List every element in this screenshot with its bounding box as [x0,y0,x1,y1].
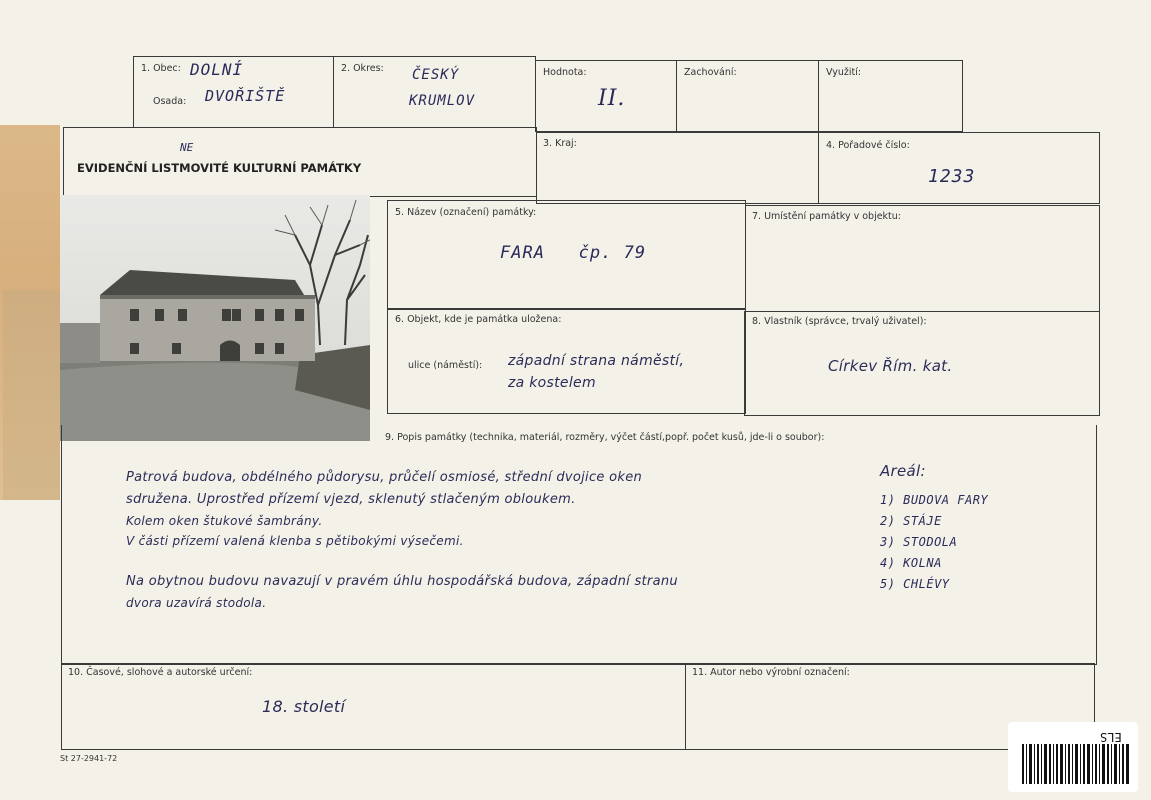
vlastnik-label: 8. Vlastník (správce, trvalý uživatel): [752,316,927,327]
nazev-label: 5. Název (označení) památky: [395,207,537,218]
vlastnik-value: Církev Řím. kat. [828,357,953,375]
areal-item-3: 3) STODOLA [880,535,958,549]
building-photo [60,195,370,441]
poradove-value: 1233 [928,166,976,187]
objekt-label: 6. Objekt, kde je památka uložena: [395,314,562,325]
popis-line-7: dvora uzavírá stodola. [126,596,267,610]
osada-value: DVOŘIŠTĚ [205,87,286,105]
obec-value: DOLNÍ [190,60,244,79]
okres-value-2: KRUMLOV [409,93,476,109]
umisteni-label: 7. Umístění památky v objektu: [752,211,902,222]
ulice-value-1: západní strana náměstí, [508,353,685,369]
casove-value: 18. století [262,697,346,716]
nazev-value: FARA čp. 79 [500,243,647,263]
popis-line-3: Kolem oken štukové šambrány. [126,514,323,528]
title-prefix: EVIDENČNÍ LIST [77,161,180,175]
osada-label: Osada: [153,96,187,107]
popis-line-4: V části přízemí valená klenba s pětibokými výsečemi. [126,534,464,548]
areal-title: Areál: [880,462,926,480]
hodnota-value: II. [598,86,626,111]
areal-item-1: 1) BUDOVA FARY [880,493,989,507]
barcode-icon [1022,744,1132,784]
kraj-label: 3. Kraj: [543,138,577,149]
ulice-value-2: za kostelem [508,375,596,391]
popis-label: 9. Popis památky (technika, materiál, rozměry, výčet částí,popř. počet kusů, jde-li o soubor): [385,432,825,443]
document-title [77,161,361,175]
obec-label: 1. Obec: [141,63,181,74]
areal-item-2: 2) STÁJE [880,514,942,528]
poradove-label: 4. Pořadové číslo: [826,140,910,151]
okres-label: 2. Okres: [341,63,384,74]
barcode-text: ELS [1100,730,1122,744]
okres-value-1: ČESKÝ [412,67,460,83]
popis-line-1: Patrová budova, obdélného půdorysu, průčelí osmiosé, střední dvojice oken [126,470,643,485]
areal-item-4: 4) KOLNA [880,556,942,570]
ulice-label: ulice (náměstí): [408,360,483,371]
hodnota-label: Hodnota: [543,67,587,78]
popis-line-6: Na obytnou budovu navazují v pravém úhlu hospodářská budova, západní stranu [126,574,678,589]
vyziti-label: Využití: [826,67,862,78]
autor-label: 11. Autor nebo výrobní označení: [692,667,850,678]
popis-line-2: sdružena. Uprostřed přízemí vjezd, sklenutý stlačeným obloukem. [126,492,576,507]
casove-label: 10. Časové, slohové a autorské určení: [68,667,253,678]
photo-image [60,195,370,441]
title-insert: NE [180,141,194,154]
title-suffix: MOVITÉ KULTURNÍ PAMÁTKY [179,161,362,175]
barcode-sticker [1008,722,1138,792]
form-code: St 27-2941-72 [60,754,118,763]
tape-shadow [3,290,60,500]
kraj-cell [536,132,819,204]
areal-item-5: 5) CHLÉVY [880,577,950,591]
zachovani-label: Zachování: [684,67,737,78]
